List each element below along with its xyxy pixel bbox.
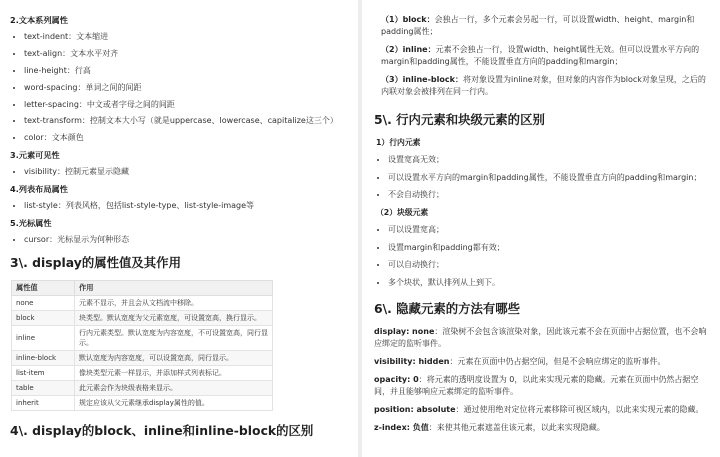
inline-block-description — [374, 74, 710, 98]
inline-description — [374, 44, 710, 68]
list-item: • 可以自动换行； — [388, 259, 710, 271]
list-item: • 多个块状，默认排列从上到下。 — [388, 277, 710, 289]
table-cell: 默认宽度为内容宽度，可以设置宽高，同行显示。 — [75, 350, 273, 365]
section-heading-cursor: 5.光标属性 — [10, 218, 52, 229]
heading-display-differences: 4\. display的block、inline和inline-block的区别 — [10, 422, 314, 438]
hide-method-paragraph — [374, 422, 710, 434]
hide-method-text: ：将元素的透明度设置为 0，以此来实现元素的隐藏。元素在页面中仍然占据空间，并且能够响应元素绑定的监听事件。 — [374, 374, 699, 396]
hide-method-text: ：通过使用绝对定位将元素移除可视区域内，以此来实现元素的隐藏。 — [455, 404, 704, 414]
hide-method-paragraph — [374, 326, 710, 350]
list-item: • letter-spacing：中文或者字母之间的间距 — [24, 99, 346, 111]
list-item: • text-indent：文本缩进 — [24, 31, 346, 43]
table-row — [12, 380, 273, 395]
hide-method-text: ：元素在页面中仍占据空间，但是不会响应绑定的监听事件。 — [449, 356, 666, 366]
section-heading-visibility: 3.元素可见性 — [10, 150, 60, 161]
hide-method-label: z-index: 负值 — [374, 422, 429, 432]
list-item: • cursor：光标显示为何种形态 — [24, 234, 346, 246]
subheading-block-elements: （2）块级元素 — [376, 208, 429, 218]
list-item: • word-spacing：单词之间的间距 — [24, 82, 346, 94]
heading-inline-vs-block: 5\. 行内元素和块级元素的区别 — [374, 112, 545, 127]
block-label: （1）block： — [381, 15, 435, 24]
table-row — [12, 295, 273, 310]
table-header-cell: 属性值 — [12, 280, 75, 295]
inline-block-label: （3）inline-block： — [381, 75, 463, 84]
list-item: • 可以设置宽高； — [388, 224, 710, 236]
table-row — [12, 350, 273, 365]
document-page-left — [0, 0, 358, 457]
inline-elements-list — [374, 154, 710, 201]
hide-method-label: position: absolute — [374, 404, 456, 414]
table-cell: inherit — [12, 395, 75, 410]
list-item: • text-align：文本水平对齐 — [24, 48, 346, 60]
heading-display-values: 3\. display的属性值及其作用 — [10, 254, 181, 270]
table-header-cell: 作用 — [75, 280, 273, 295]
table-cell: 像块类型元素一样显示，并添加样式列表标记。 — [75, 365, 273, 380]
visibility-list — [10, 166, 346, 178]
hide-method-label: display: none — [374, 326, 435, 336]
block-description — [374, 14, 710, 38]
hide-method-text: ：来使其他元素遮盖住该元素，以此来实现隐藏。 — [428, 422, 605, 432]
list-item: • text-transform：控制文本大小写（就是uppercase、lowercase、capitalize这三个） — [24, 115, 346, 127]
block-text: 会独占一行，多个元素会另起一行，可以设置width、height、margin和padding属性； — [381, 15, 695, 36]
hide-method-paragraph — [374, 356, 710, 368]
list-layout-list — [10, 200, 346, 212]
cursor-list — [10, 234, 346, 246]
hide-method-label: opacity: 0 — [374, 374, 419, 384]
table-cell: none — [12, 295, 75, 310]
table-cell: block — [12, 310, 75, 325]
subheading-inline-elements: 1）行内元素 — [376, 138, 421, 147]
list-item: • 不会自动换行； — [388, 189, 710, 201]
list-item: • visibility：控制元素显示隐藏 — [24, 166, 346, 178]
list-item: • color：文本颜色 — [24, 132, 346, 144]
table-cell: 行内元素类型。默认宽度为内容宽度，不可设置宽高，同行显示。 — [75, 325, 273, 350]
table-row — [12, 325, 273, 350]
table-cell: list-item — [12, 365, 75, 380]
table-row — [12, 365, 273, 380]
section-heading-text-properties: 2.文本系列属性 — [10, 15, 68, 25]
display-values-table — [11, 280, 273, 411]
hide-method-paragraph — [374, 404, 710, 416]
text-properties-list — [10, 31, 346, 144]
table-cell: 此元素会作为块级表格来显示。 — [75, 380, 273, 395]
heading-hide-elements: 6\. 隐藏元素的方法有哪些 — [374, 300, 521, 316]
list-item: • 设置宽高无效； — [388, 154, 710, 166]
hide-method-paragraph — [374, 374, 710, 398]
list-item: • line-height：行高 — [24, 65, 346, 77]
table-header-row — [12, 280, 273, 295]
table-cell: 规定应该从父元素继承display属性的值。 — [75, 395, 273, 410]
inline-label: （2）inline： — [381, 45, 436, 54]
list-item: • list-style：列表风格，包括list-style-type、list-style-image等 — [24, 200, 346, 212]
hide-method-text: ：渲染树不会包含该渲染对象，因此该元素不会在页面中占据位置，也不会响应绑定的监听事件。 — [374, 326, 707, 348]
inline-block-text: 将对象设置为inline对象，但对象的内容作为block对象呈现，之后的内联对象会被排列在同一行内。 — [381, 75, 706, 96]
table-cell: inline-block — [12, 350, 75, 365]
table-cell: 元素不显示，并且会从文档流中移除。 — [75, 295, 273, 310]
block-elements-list — [374, 224, 710, 289]
list-item: • 设置margin和padding都有效； — [388, 242, 710, 254]
table-cell: 块类型。默认宽度为父元素宽度，可设置宽高，换行显示。 — [75, 310, 273, 325]
table-row — [12, 395, 273, 410]
inline-text: 元素不会独占一行，设置width、height属性无效。但可以设置水平方向的margin和padding属性，不能设置垂直方向的padding和margin； — [381, 45, 700, 66]
hide-method-label: visibility: hidden — [374, 356, 450, 366]
section-heading-list-layout: 4.列表布局属性 — [10, 184, 68, 195]
table-cell: inline — [12, 325, 75, 350]
list-item: • 可以设置水平方向的margin和padding属性，不能设置垂直方向的padding和margin； — [388, 172, 710, 184]
table-row — [12, 310, 273, 325]
table-cell: table — [12, 380, 75, 395]
document-page-right — [362, 0, 720, 457]
